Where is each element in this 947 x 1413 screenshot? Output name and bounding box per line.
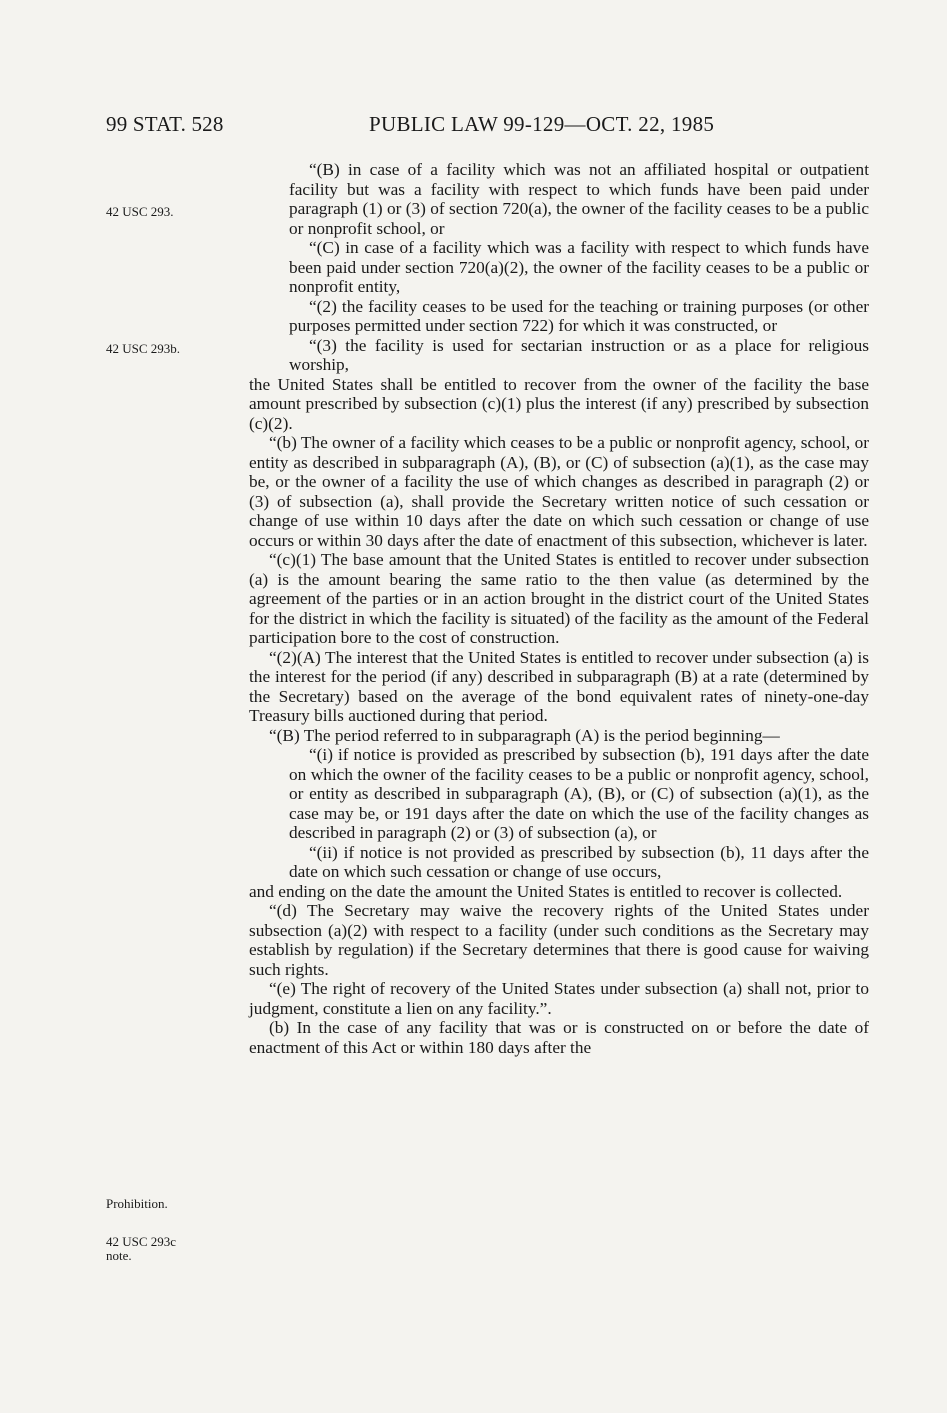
margin-note-usc-293b: 42 USC 293b.	[106, 341, 181, 356]
paragraph-c2b: “(B) The period referred to in subparagraph (A) is the period beginning—	[269, 725, 780, 745]
paragraph-a2: “(2) the facility ceases to be used for the teaching or training purposes (or other purposes permitted under section 722) for which it was constructed, or	[289, 296, 869, 335]
statute-body-text	[249, 160, 869, 1057]
public-law-title: PUBLIC LAW 99-129—OCT. 22, 1985	[369, 112, 715, 136]
margin-note-usc-293: 42 USC 293.	[106, 204, 174, 219]
paragraph-e: “(e) The right of recovery of the United States under subsection (a) shall not, prior to judgment, constitute a lien on any facility.”.	[249, 979, 869, 1018]
paragraph-a1-b: “(B) in case of a facility which was not an affiliated hospital or outpatient facility but was a facility with respect to which funds have been paid under paragraph (1) or (3) of section 720(a), the owner of the facility ceases to be a public or nonprofit school, or	[289, 160, 869, 238]
margin-note-usc-293c	[106, 1235, 176, 1263]
paragraph-b: “(b) The owner of a facility which ceases to be a public or nonprofit agency, school, or entity as described in subparagraph (A), (B), or (C) of subsection (a)(1), as the case may be, or the owner of a facility the use of which changes as described in paragraph (2) or (3) of subsection (a), shall provide the Secretary written notice of such cessation or change of use within 10 days after the date on which such cessation or change of use occurs or within 30 days after the date of enactment of this subsection, whichever is later.	[249, 433, 869, 550]
margin-note-usc-293c-line1: 42 USC 293c	[106, 1234, 177, 1249]
paragraph-c2b-flush: and ending on the date the amount the United States is entitled to recover is collected.	[249, 881, 843, 901]
paragraph-c1: “(c)(1) The base amount that the United States is entitled to recover under subsection (a) is the amount bearing the same ratio to the then value (as determined by the agreement of the parties or in an action brought in the district court of the United States for the district in which the facility is situated) of the facility as the amount of the Federal participation bore to the cost of construction.	[249, 550, 869, 647]
margin-note-prohibition: Prohibition.	[106, 1196, 168, 1211]
statute-page-reference: 99 STAT. 528	[106, 112, 224, 136]
paragraph-a3: “(3) the facility is used for sectarian instruction or as a place for religious worship,	[289, 335, 869, 374]
section-b-paragraph: (b) In the case of any facility that was or is constructed on or before the date of enactment of this Act or within 180 days after the	[249, 1018, 869, 1057]
page-header	[106, 112, 866, 142]
margin-note-usc-293c-line2: note.	[106, 1248, 132, 1263]
paragraph-c2a: “(2)(A) The interest that the United States is entitled to recover under subsection (a) is the interest for the period (if any) described in subparagraph (B) at a rate (determined by the Secretary) based on the average of the bond equivalent rates of ninety-one-day Treasury bills auctioned during that period.	[249, 647, 869, 725]
paragraph-a1-c: “(C) in case of a facility which was a facility with respect to which funds have been paid under section 720(a)(2), the owner of the facility ceases to be a public or nonprofit entity,	[289, 238, 869, 296]
paragraph-c2b-i: “(i) if notice is provided as prescribed by subsection (b), 191 days after the date on which the owner of the facility ceases to be a public or nonprofit agency, school, or entity as described in subparagraph (A), (B), or (C) of subsection (a)(1), as the case may be, or 191 days after the date on which the use of the facility changes as described in paragraph (2) or (3) of subsection (a), or	[289, 745, 869, 842]
paragraph-c2b-ii: “(ii) if notice is not provided as prescribed by subsection (b), 11 days after the date on which such cessation or change of use occurs,	[289, 842, 869, 881]
paragraph-a-flush: the United States shall be entitled to recover from the owner of the facility the base amount prescribed by subsection (c)(1) plus the interest (if any) prescribed by subsection (c)(2).	[249, 374, 869, 433]
paragraph-d: “(d) The Secretary may waive the recovery rights of the United States under subsection (a)(2) with respect to a facility (under such conditions as the Secretary may establish by regulation) if the Secretary determines that there is good cause for waiving such rights.	[249, 901, 869, 979]
